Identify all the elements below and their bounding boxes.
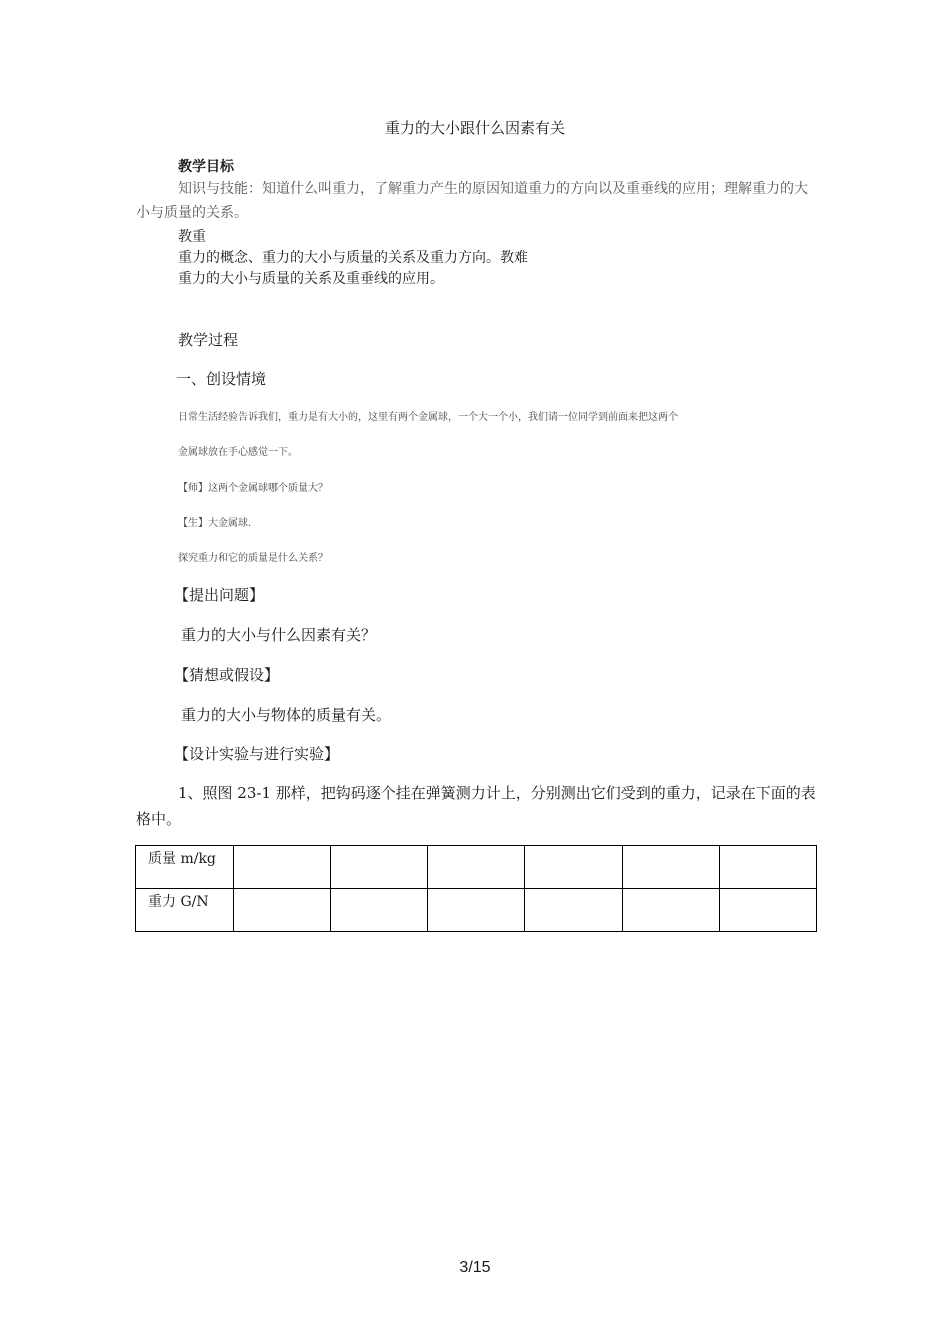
table-cell xyxy=(428,846,525,889)
table-cell xyxy=(331,889,428,932)
table-cell xyxy=(719,889,816,932)
experiment-heading: 【设计实验与进行实验】 xyxy=(174,745,340,763)
hypothesis-text: 重力的大小与物体的质量有关。 xyxy=(181,706,392,724)
student-line: 【生】大金属球. xyxy=(178,518,252,529)
process-heading: 教学过程 xyxy=(178,331,239,349)
intro-line-2: 金属球放在手心感觉一下。 xyxy=(178,447,298,458)
hypothesis-heading: 【猜想或假设】 xyxy=(174,666,280,684)
data-table xyxy=(135,845,817,932)
explore-line: 探究重力和它的质量是什么关系？ xyxy=(178,553,328,564)
experiment-step-1: 1、照图 23-1 那样，把钩码逐个挂在弹簧测力计上，分别测出它们受到的重力，记录在下面的表格中。 xyxy=(136,784,816,828)
objectives-text: 知识与技能：知道什么叫重力，了解重力产生的原因知道重力的方向以及重垂线的应用；理解重力的大小与质量的关系。 xyxy=(136,181,808,221)
table-cell xyxy=(428,889,525,932)
table-cell xyxy=(331,846,428,889)
table-row-label: 重力 G/N xyxy=(136,889,234,932)
key-points-label: 教重 xyxy=(178,229,206,245)
page-number: 3/15 xyxy=(459,1259,491,1276)
table-row xyxy=(136,889,817,932)
intro-line-1: 日常生活经验告诉我们，重力是有大小的，这里有两个金属球，一个大一个小，我们请一位同学到前面来把这两个 xyxy=(178,412,678,423)
table-cell xyxy=(234,889,331,932)
table-cell xyxy=(525,846,622,889)
table-row-label: 质量 m/kg xyxy=(136,846,234,889)
table-row xyxy=(136,846,817,889)
teacher-line: 【师】这两个金属球哪个质量大？ xyxy=(178,483,328,494)
raise-question-text: 重力的大小与什么因素有关？ xyxy=(181,626,377,644)
table-cell xyxy=(719,846,816,889)
raise-question-heading: 【提出问题】 xyxy=(174,586,265,604)
key-points-line1: 重力的概念、重力的大小与质量的关系及重力方向。教难 xyxy=(178,250,528,266)
objectives-heading: 教学目标 xyxy=(178,159,234,175)
section-create-scenario: 一、创设情境 xyxy=(176,370,267,388)
page-title: 重力的大小跟什么因素有关 xyxy=(384,119,565,137)
table-cell xyxy=(525,889,622,932)
table-cell xyxy=(622,889,719,932)
key-points-line2: 重力的大小与质量的关系及重垂线的应用。 xyxy=(178,271,444,287)
table-cell xyxy=(622,846,719,889)
table-cell xyxy=(234,846,331,889)
